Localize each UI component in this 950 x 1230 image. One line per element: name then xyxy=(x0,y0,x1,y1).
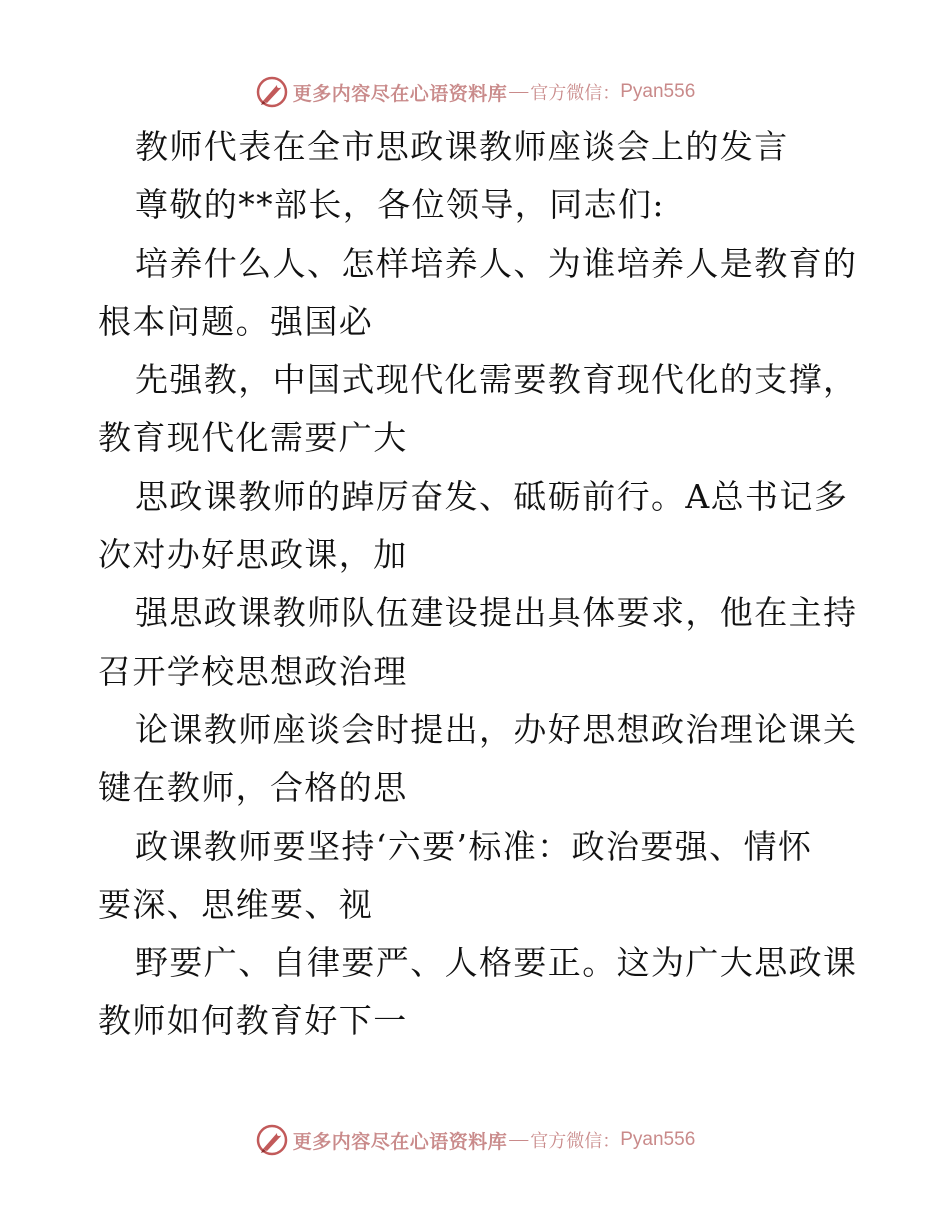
text-line: 键在教师，合格的思 xyxy=(98,768,408,808)
header-watermark xyxy=(0,72,950,112)
watermark-title: 更多内容尽在心语资料库 xyxy=(292,1130,508,1153)
watermark-title: 更多内容尽在心语资料库 xyxy=(292,82,508,105)
pen-logo-icon xyxy=(255,75,289,109)
watermark-dash: — xyxy=(509,1129,529,1150)
text-line: 野要广、自律要严、人格要正。这为广大思政课 xyxy=(135,943,858,983)
watermark-official-label: 官方微信： xyxy=(530,83,621,104)
document-body xyxy=(98,118,858,1051)
text-line: 教育现代化需要广大 xyxy=(98,418,408,458)
pen-logo-icon xyxy=(255,1123,289,1157)
text-line: 要深、思维要、视 xyxy=(98,884,374,924)
text-line: 论课教师座谈会时提出，办好思想政治理论课关 xyxy=(135,709,858,749)
footer-watermark xyxy=(0,1120,950,1160)
watermark-official-label: 官方微信： xyxy=(530,1131,621,1152)
watermark-dash: — xyxy=(509,81,529,102)
watermark-wechat-id: Pyan556 xyxy=(620,1129,696,1150)
text-line: 思政课教师的踔厉奋发、砥砺前行。A总书记多 xyxy=(135,476,849,516)
text-line: 召开学校思想政治理 xyxy=(98,651,408,691)
text-line: 培养什么人、怎样培养人、为谁培养人是教育的 xyxy=(135,243,858,283)
watermark-wechat-id: Pyan556 xyxy=(620,81,696,102)
text-line: 先强教，中国式现代化需要教育现代化的支撑， xyxy=(135,360,858,400)
document-title: 教师代表在全市思政课教师座谈会上的发言 xyxy=(135,127,789,166)
text-line: 次对办好思政课，加 xyxy=(98,535,408,575)
salutation: 尊敬的**部长，各位领导，同志们: xyxy=(135,185,665,225)
text-line: 政课教师要坚持‘六要’标准：政治要强、情怀 xyxy=(135,826,813,866)
text-line: 教师如何教育好下一 xyxy=(98,1001,408,1041)
text-line: 强思政课教师队伍建设提出具体要求，他在主持 xyxy=(135,593,858,633)
text-line: 根本问题。强国必 xyxy=(98,301,374,341)
